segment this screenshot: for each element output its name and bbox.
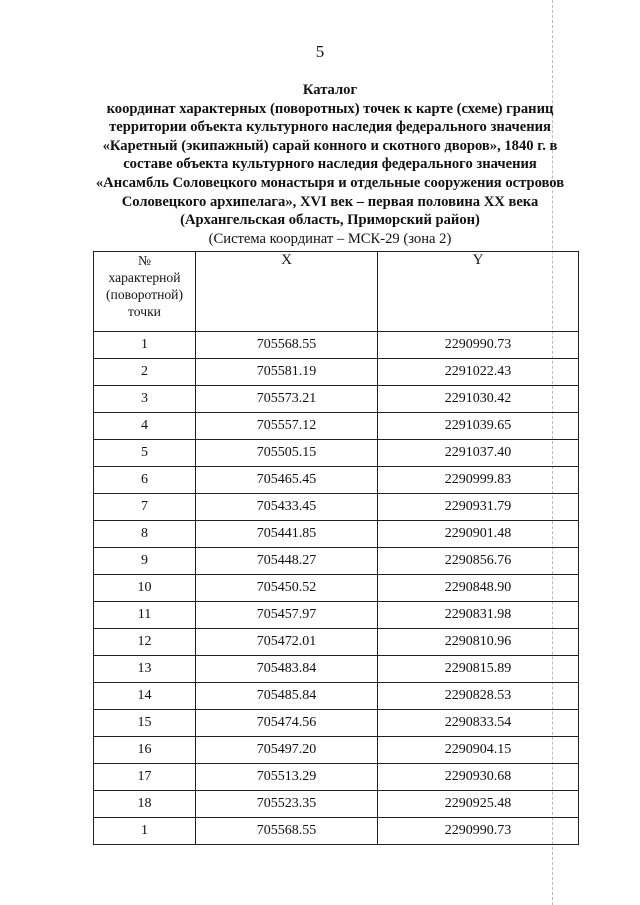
table-row [94,656,579,683]
x-coordinate-cell: 705457.97 [196,602,378,629]
table-row [94,521,579,548]
x-coordinate-cell: 705450.52 [196,575,378,602]
title-line: составе объекта культурного наследия федерального значения [123,156,537,173]
x-coordinate-cell: 705505.15 [196,440,378,467]
point-number-cell: 11 [94,602,196,629]
y-coordinate-cell: 2290901.48 [378,521,579,548]
x-coordinate-cell: 705483.84 [196,656,378,683]
title-line: Каталог [302,82,358,98]
point-number-cell: 12 [94,629,196,656]
point-number-cell: 1 [94,818,196,845]
y-coordinate-cell: 2290810.96 [378,629,579,656]
x-column-header: X [196,252,378,332]
coordinates-table [93,251,579,845]
table-row [94,359,579,386]
y-coordinate-cell: 2290833.54 [378,710,579,737]
catalog-title [80,81,580,248]
y-coordinate-cell: 2290925.48 [378,791,579,818]
title-line: (Архангельская область, Приморский район) [180,212,480,229]
point-number-cell: 4 [94,413,196,440]
y-coordinate-cell: 2291039.65 [378,413,579,440]
table-row [94,710,579,737]
x-coordinate-cell: 705557.12 [196,413,378,440]
point-number-cell: 13 [94,656,196,683]
point-number-cell: 6 [94,467,196,494]
x-coordinate-cell: 705513.29 [196,764,378,791]
y-coordinate-cell: 2290848.90 [378,575,579,602]
point-number-cell: 18 [94,791,196,818]
header-line: характерной [108,270,181,285]
title-line: «Каретный (экипажный) сарай конного и скотного дворов», 1840 г. в [102,137,558,154]
table-row [94,413,579,440]
x-coordinate-cell: 705497.20 [196,737,378,764]
table-row [94,602,579,629]
x-coordinate-cell: 705523.35 [196,791,378,818]
x-coordinate-cell: 705568.55 [196,818,378,845]
point-number-cell: 15 [94,710,196,737]
x-coordinate-cell: 705472.01 [196,629,378,656]
table-row [94,548,579,575]
header-line: (поворотной) [106,287,183,302]
table-row [94,629,579,656]
table-row [94,467,579,494]
y-coordinate-cell: 2290856.76 [378,548,579,575]
point-number-cell: 14 [94,683,196,710]
y-coordinate-cell: 2290904.15 [378,737,579,764]
y-coordinate-cell: 2290828.53 [378,683,579,710]
table-header-row [94,252,579,332]
x-coordinate-cell: 705485.84 [196,683,378,710]
x-coordinate-cell: 705568.55 [196,332,378,359]
table-row [94,332,579,359]
point-number-cell: 17 [94,764,196,791]
y-coordinate-cell: 2290831.98 [378,602,579,629]
y-coordinate-cell: 2290999.83 [378,467,579,494]
table-row [94,764,579,791]
x-coordinate-cell: 705581.19 [196,359,378,386]
table-row [94,818,579,845]
point-number-cell: 16 [94,737,196,764]
x-coordinate-cell: 705441.85 [196,521,378,548]
coordinate-system-note: (Система координат – МСК-29 (зона 2) [208,230,452,247]
point-number-cell: 10 [94,575,196,602]
point-number-cell: 5 [94,440,196,467]
header-line: точки [128,304,161,319]
x-coordinate-cell: 705474.56 [196,710,378,737]
table-row [94,494,579,521]
y-column-header: Y [378,252,579,332]
y-coordinate-cell: 2290990.73 [378,818,579,845]
y-coordinate-cell: 2291030.42 [378,386,579,413]
x-coordinate-cell: 705573.21 [196,386,378,413]
point-number-cell: 7 [94,494,196,521]
point-number-cell: 3 [94,386,196,413]
point-number-cell: 2 [94,359,196,386]
table-row [94,575,579,602]
point-number-header [94,252,196,332]
point-number-cell: 1 [94,332,196,359]
table-row [94,683,579,710]
table-row [94,440,579,467]
x-coordinate-cell: 705448.27 [196,548,378,575]
title-line: территории объекта культурного наследия федерального значения [109,119,551,136]
x-coordinate-cell: 705433.45 [196,494,378,521]
x-coordinate-cell: 705465.45 [196,467,378,494]
y-coordinate-cell: 2290931.79 [378,494,579,521]
table-row [94,737,579,764]
table-row [94,791,579,818]
header-line: № [138,253,151,268]
table-row [94,386,579,413]
y-coordinate-cell: 2291022.43 [378,359,579,386]
point-number-cell: 8 [94,521,196,548]
y-coordinate-cell: 2291037.40 [378,440,579,467]
title-line: координат характерных (поворотных) точек к карте (схеме) границ [106,100,554,117]
y-coordinate-cell: 2290930.68 [378,764,579,791]
y-coordinate-cell: 2290815.89 [378,656,579,683]
title-line: Соловецкого архипелага», XVI век – первая половина XX века [121,193,539,210]
page-number: 5 [315,42,325,61]
y-coordinate-cell: 2290990.73 [378,332,579,359]
title-line: «Ансамбль Соловецкого монастыря и отдельные сооружения островов [95,174,565,191]
point-number-cell: 9 [94,548,196,575]
